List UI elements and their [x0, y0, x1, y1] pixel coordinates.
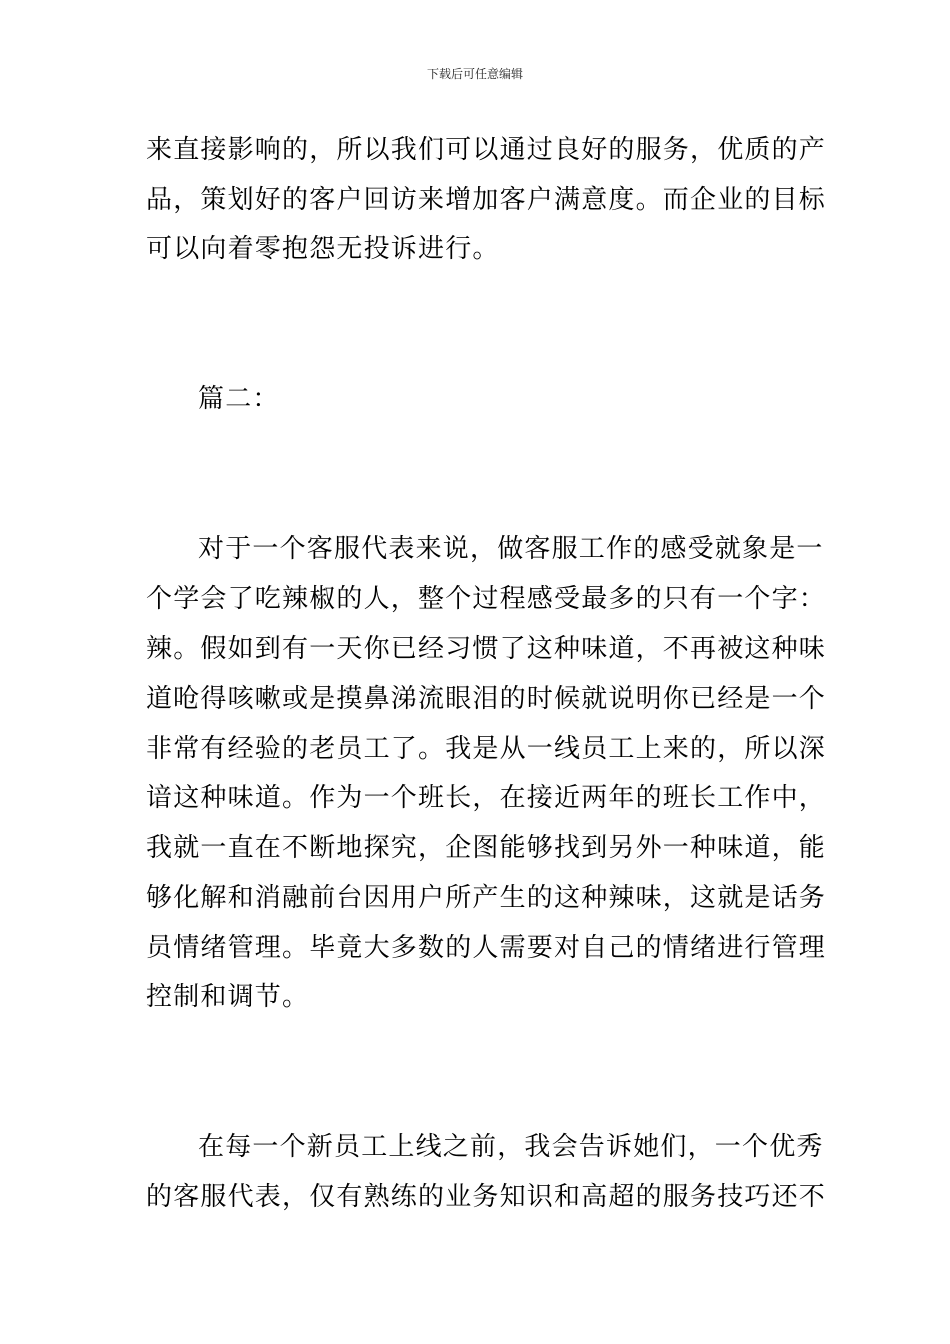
- paragraph-line: 品，策划好的客户回访来增加客户满意度。而企业的目标: [146, 185, 827, 215]
- paragraph-line: 道呛得咳嗽或是摸鼻涕流眼泪的时候就说明你已经是一个: [146, 684, 827, 714]
- paragraph-line: 辣。假如到有一天你已经习惯了这种味道，不再被这种味: [146, 634, 827, 664]
- paragraph-line: 个学会了吃辣椒的人，整个过程感受最多的只有一个字：: [146, 584, 827, 614]
- paragraph-line: 可以向着零抱怨无投诉进行。: [146, 234, 500, 264]
- paragraph-line: 对于一个客服代表来说，做客服工作的感受就象是一: [198, 534, 824, 564]
- paragraph-line: 非常有经验的老员工了。我是从一线员工上来的，所以深: [146, 734, 827, 764]
- paragraph-line: 谙这种味道。作为一个班长，在接近两年的班长工作中，: [146, 783, 827, 813]
- paragraph-line: 的客服代表，仅有熟练的业务知识和高超的服务技巧还不: [146, 1182, 827, 1212]
- paragraph-line: 来直接影响的，所以我们可以通过良好的服务，优质的产: [146, 135, 827, 165]
- section-heading: 篇二：: [198, 384, 280, 414]
- paragraph-line: 员情绪管理。毕竟大多数的人需要对自己的情绪进行管理: [146, 933, 827, 963]
- page-header-note: 下载后可任意编辑: [426, 67, 523, 81]
- paragraph-line: 我就一直在不断地探究，企图能够找到另外一种味道，能: [146, 833, 827, 863]
- paragraph-line: 在每一个新员工上线之前，我会告诉她们，一个优秀: [198, 1132, 824, 1162]
- paragraph-line: 控制和调节。: [146, 982, 310, 1012]
- paragraph-line: 够化解和消融前台因用户所产生的这种辣味，这就是话务: [146, 883, 827, 913]
